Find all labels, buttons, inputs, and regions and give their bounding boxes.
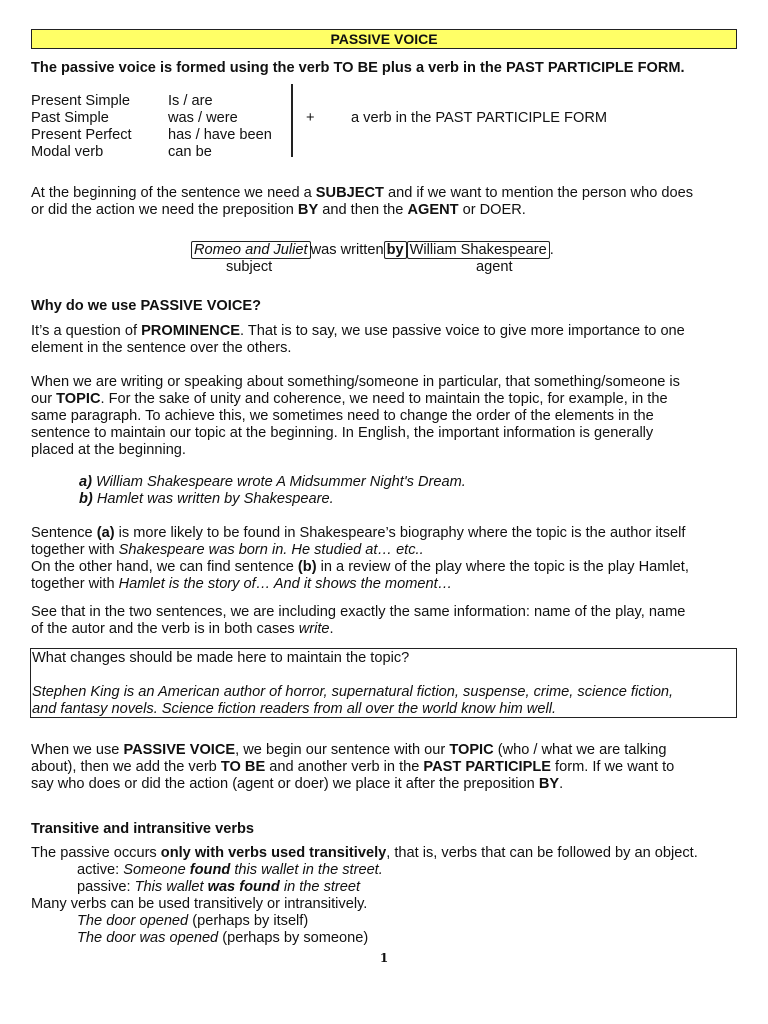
text: about), then we add the verb xyxy=(31,759,221,775)
text: is more likely to be found in Shakespeare’s biography where the topic is the author itself xyxy=(114,525,686,541)
text: Hamlet was written by Shakespeare. xyxy=(92,491,334,507)
text: form. If we want to xyxy=(551,759,675,775)
sentence-paragraph-line xyxy=(31,542,737,559)
example-a xyxy=(79,474,466,491)
tense-form: can be xyxy=(168,144,212,160)
exercise-question: What changes should be made here to maintain the topic? xyxy=(32,650,410,666)
keyword: was found xyxy=(207,879,280,895)
tense-name: Modal verb xyxy=(31,144,104,160)
text: (perhaps by someone) xyxy=(218,930,369,946)
example-sentence xyxy=(191,242,554,259)
agent-label: agent xyxy=(476,259,513,275)
intro-sentence: The passive voice is formed using the verb TO BE plus a verb in the PAST PARTICIPLE FORM. xyxy=(31,60,685,76)
sentence-paragraph-line xyxy=(31,576,737,593)
past-participle-note: a verb in the PAST PARTICIPLE FORM xyxy=(351,110,608,126)
text: The door was opened xyxy=(77,930,219,946)
text: , we begin our sentence with our xyxy=(235,742,450,758)
when-paragraph-line xyxy=(31,742,737,759)
label: active: xyxy=(77,862,124,878)
label: passive: xyxy=(77,879,135,895)
keyword: (b) xyxy=(297,559,317,575)
text: . For the sake of unity and coherence, we need to maintain the topic, for example, in the xyxy=(100,391,668,407)
when-paragraph-line xyxy=(31,759,737,776)
text: or did the action we need the preposition xyxy=(31,202,298,218)
prominence-paragraph xyxy=(31,323,737,340)
keyword: (a) xyxy=(96,525,115,541)
text: This wallet xyxy=(134,879,208,895)
transitive-heading: Transitive and intransitive verbs xyxy=(31,821,255,837)
see-paragraph-line: See that in the two sentences, we are including exactly the same information: name of the play, name xyxy=(31,604,686,620)
sentence-paragraph-line xyxy=(31,559,737,576)
text: . xyxy=(329,621,334,637)
keyword: BY xyxy=(297,202,319,218)
text: and then the xyxy=(318,202,408,218)
transitive-line xyxy=(31,845,737,862)
text: , that is, verbs that can be followed by an object. xyxy=(386,845,698,861)
text: (perhaps by itself) xyxy=(188,913,309,929)
example-b xyxy=(79,491,334,508)
active-example xyxy=(77,862,383,879)
text: together with xyxy=(31,576,119,592)
subject-paragraph-line xyxy=(31,185,737,202)
text: (who / what we are talking xyxy=(493,742,667,758)
keyword: TOPIC xyxy=(56,391,101,407)
page-number: 1 xyxy=(379,951,389,965)
keyword: PASSIVE VOICE xyxy=(123,742,236,758)
text: in the street xyxy=(279,879,361,895)
exercise-text: Stephen King is an American author of horror, supernatural fiction, suspense, crime, science fiction, xyxy=(32,684,674,700)
topic-paragraph-line: same paragraph. To achieve this, we sometimes need to change the order of the elements in the xyxy=(31,408,654,424)
text: write xyxy=(298,621,330,637)
period: . xyxy=(549,242,554,258)
tense-name: Past Simple xyxy=(31,110,109,126)
topic-paragraph-line: When we are writing or speaking about something/someone in particular, that something/someone is xyxy=(31,374,680,390)
plus-sign: + xyxy=(306,110,315,126)
text: . xyxy=(559,776,564,792)
when-paragraph-line xyxy=(31,776,737,793)
text: On the other hand, we can find sentence xyxy=(31,559,298,575)
see-paragraph-line xyxy=(31,621,737,638)
by-box: by xyxy=(384,241,407,259)
prominence-paragraph: element in the sentence over the others. xyxy=(31,340,292,356)
topic-paragraph-line: sentence to maintain our topic at the beginning. In English, the important information is generally xyxy=(31,425,654,441)
keyword: SUBJECT xyxy=(315,185,384,201)
keyword: PAST PARTICIPLE xyxy=(423,759,551,775)
keyword: found xyxy=(189,862,231,878)
tense-name: Present Simple xyxy=(31,93,130,109)
text: It’s a question of xyxy=(31,323,142,339)
passive-example xyxy=(77,879,360,896)
exercise-text: and fantasy novels. Science fiction readers from all over the world know him well. xyxy=(32,701,556,717)
subject-box: Romeo and Juliet xyxy=(191,241,311,259)
text: or DOER. xyxy=(458,202,526,218)
agent-box: William Shakespeare xyxy=(407,241,550,259)
text: Shakespeare was born in. He studied at… etc.. xyxy=(118,542,424,558)
text: in a review of the play where the topic is the play Hamlet, xyxy=(316,559,689,575)
text: William Shakespeare wrote A Midsummer Night's Dream. xyxy=(91,474,466,490)
text: Hamlet is the story of… And it shows the moment… xyxy=(118,576,453,592)
tense-name: Present Perfect xyxy=(31,127,132,143)
door-example xyxy=(77,930,368,947)
keyword: only with verbs used transitively xyxy=(160,845,387,861)
tense-form: Is / are xyxy=(168,93,213,109)
text: At the beginning of the sentence we need a xyxy=(31,185,316,201)
door-example xyxy=(77,913,308,930)
transitive-line: Many verbs can be used transitively or intransitively. xyxy=(31,896,368,912)
subject-paragraph-line xyxy=(31,202,737,219)
keyword: AGENT xyxy=(407,202,459,218)
text: and another verb in the xyxy=(265,759,424,775)
text: together with xyxy=(31,542,119,558)
text: . That is to say, we use passive voice to give more importance to one xyxy=(240,323,685,339)
sentence-paragraph-line xyxy=(31,525,737,542)
text: say who does or did the action (agent or doer) we place it after the preposition xyxy=(31,776,539,792)
text: When we use xyxy=(31,742,124,758)
text: this wallet in the street. xyxy=(230,862,383,878)
verb-text: was written xyxy=(310,242,384,258)
example-label: a) xyxy=(79,474,92,490)
topic-paragraph-line xyxy=(31,391,737,408)
keyword: PROMINENCE xyxy=(141,323,240,339)
why-heading: Why do we use PASSIVE VOICE? xyxy=(31,298,262,314)
topic-paragraph-line: placed at the beginning. xyxy=(31,442,186,458)
page-title: PASSIVE VOICE xyxy=(31,29,737,49)
keyword: TO BE xyxy=(220,759,266,775)
text: our xyxy=(31,391,57,407)
tense-form: has / have been xyxy=(168,127,272,143)
text: The passive occurs xyxy=(31,845,161,861)
subject-label: subject xyxy=(226,259,273,275)
example-label: b) xyxy=(79,491,93,507)
text: The door opened xyxy=(77,913,189,929)
keyword: BY xyxy=(538,776,560,792)
text: Someone xyxy=(123,862,190,878)
text: and if we want to mention the person who does xyxy=(383,185,694,201)
tense-form: was / were xyxy=(168,110,238,126)
text: Sentence xyxy=(31,525,97,541)
bracket-divider xyxy=(291,84,293,157)
keyword: TOPIC xyxy=(449,742,494,758)
text: of the autor and the verb is in both cases xyxy=(31,621,299,637)
